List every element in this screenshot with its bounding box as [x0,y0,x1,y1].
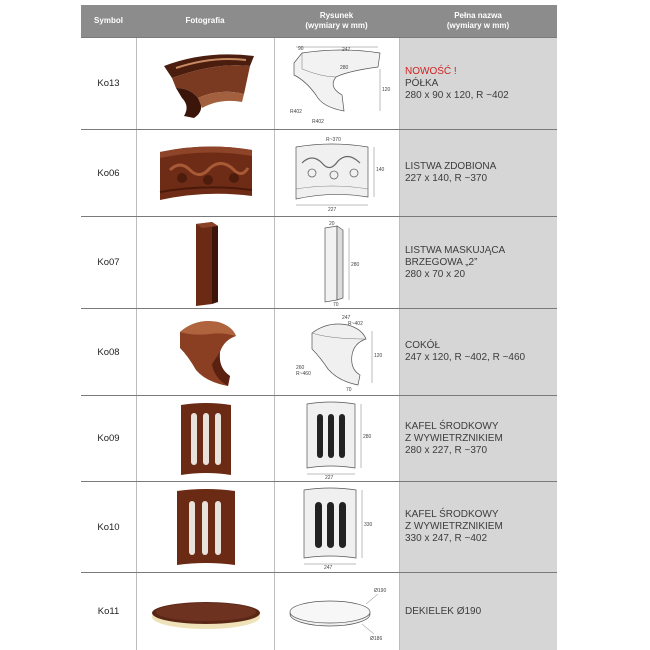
svg-text:120: 120 [374,353,383,359]
svg-text:280: 280 [340,65,349,71]
photo-cell [136,396,274,481]
name-cell: NOWOŚĆ ! PÓŁKA 280 x 90 x 120, R ~402 [399,38,557,129]
plinth-photo [166,312,246,392]
svg-text:R~402: R~402 [348,321,363,327]
svg-text:140: 140 [376,167,385,173]
svg-text:280: 280 [363,433,372,440]
mask-strip-photo [176,220,236,306]
photo-cell [136,573,274,650]
svg-text:R~370: R~370 [326,137,341,143]
svg-text:280: 280 [351,261,360,268]
table-row [81,308,557,395]
name-cell: KAFEL ŚRODKOWY Z WYWIETRZNIKIEM 280 x 227, R ~370 [399,396,557,481]
plinth-drawing [282,311,392,393]
symbol-cell: Ko09 [81,396,136,481]
svg-text:Ø186: Ø186 [370,635,383,642]
table-header [81,5,557,37]
photo-cell [136,130,274,216]
svg-text:260: 260 [296,365,305,371]
drawing-cell [274,38,399,129]
header-photo: Fotografia [185,16,225,25]
drawing-cell [274,573,399,650]
svg-text:90: 90 [298,46,304,52]
symbol-cell: Ko06 [81,130,136,216]
drawing-cell [274,396,399,481]
new-badge: NOWOŚĆ ! [405,65,457,77]
drawing-cell [274,217,399,308]
molding-photo [156,138,256,208]
svg-text:R~460: R~460 [296,371,311,377]
photo-cell [136,38,274,129]
photo-cell [136,217,274,308]
photo-cell [136,482,274,572]
name-cell: LISTWA MASKUJĄCA BRZEGOWA „2” 280 x 70 x 20 [399,217,557,308]
svg-text:330: 330 [364,522,373,528]
name-cell: KAFEL ŚRODKOWY Z WYWIETRZNIKIEM 330 x 247, R ~402 [399,482,557,572]
name-cell: COKÓŁ 247 x 120, R ~402, R ~460 [399,309,557,395]
vent-tile-large-photo [169,485,243,569]
symbol-cell: Ko11 [81,573,136,650]
product-table [81,5,557,650]
svg-text:70: 70 [346,387,352,393]
shelf-drawing [282,41,392,126]
symbol-cell: Ko13 [81,38,136,129]
svg-text:120: 120 [382,87,391,93]
table-row [81,216,557,308]
name-cell: DEKIELEK Ø190 [399,573,557,650]
svg-text:R402: R402 [290,109,302,115]
svg-text:70: 70 [333,301,339,306]
symbol-cell: Ko08 [81,309,136,395]
photo-cell [136,309,274,395]
table-row [81,572,557,650]
drawing-cell [274,130,399,216]
vent-tile-large-drawing [294,484,380,570]
svg-text:20: 20 [329,220,335,227]
svg-text:Ø190: Ø190 [374,587,387,594]
name-cell: LISTWA ZDOBIONA 227 x 140, R ~370 [399,130,557,216]
header-symbol: Symbol [94,16,123,25]
symbol-cell: Ko07 [81,217,136,308]
symbol-cell: Ko10 [81,482,136,572]
drawing-cell [274,482,399,572]
table-row [81,481,557,572]
molding-drawing [282,133,392,213]
mask-strip-drawing [307,220,367,306]
svg-text:227: 227 [325,474,334,480]
header-name: Pełna nazwa (wymiary w mm) [446,11,510,30]
svg-text:227: 227 [328,207,337,213]
shelf-photo [146,44,266,124]
table-row [81,37,557,129]
table-row [81,129,557,216]
vent-tile-photo [171,399,241,479]
header-drawing: Rysunek (wymiary w mm) [305,11,368,30]
svg-text:247: 247 [324,565,333,570]
lid-photo [146,587,266,637]
lid-drawing [282,582,392,642]
table-row [81,395,557,481]
svg-text:247: 247 [342,47,351,53]
svg-text:247: 247 [342,315,351,321]
drawing-cell [274,309,399,395]
svg-text:R402: R402 [312,119,324,125]
vent-tile-drawing [297,398,377,480]
